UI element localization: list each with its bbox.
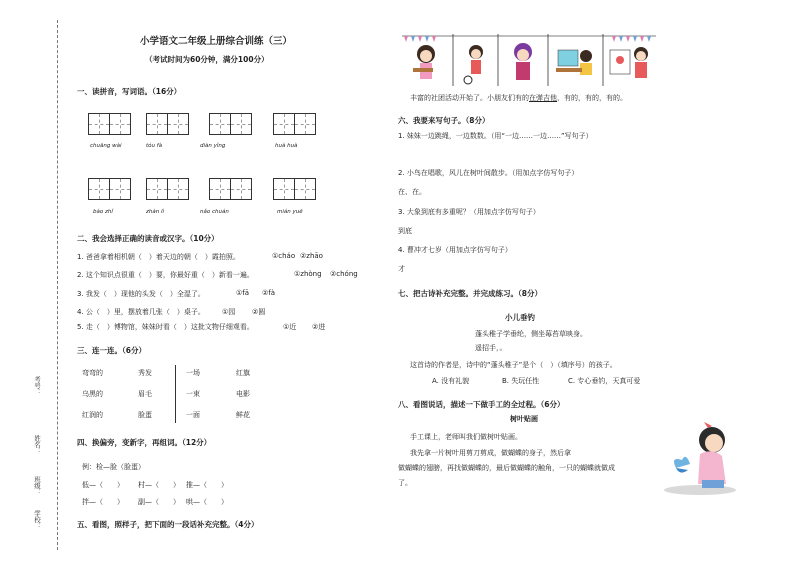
pinyin-8: mián yuē [277, 209, 303, 215]
s6-q4: 4. 曹冲才七岁（用加点字仿写句子） [398, 246, 512, 254]
s6-a3[interactable]: 到底 [398, 227, 412, 235]
s4-example: 例：检—脸（脸蛋） [82, 463, 145, 471]
s4-item-3[interactable]: 推—（ ） [186, 481, 228, 489]
match-col2-1[interactable]: 秀发 [138, 369, 152, 377]
match-col1-1[interactable]: 弯弯的 [82, 369, 103, 377]
s4-item-1[interactable]: 低—（ ） [82, 481, 124, 489]
s2-line-1: 1. 爸爸拿着相机朝（ ）着天边的朝（ ）霞拍照。 [77, 253, 240, 261]
s2-line-5: 5. 走（ ）博物馆，妹妹时看（ ）这批文物仔细观看。 [77, 323, 254, 331]
s6-q3: 3. 大象到底有多重呢？（用加点字仿写句子） [398, 208, 540, 216]
s2-opt-5b[interactable]: ②进 [312, 323, 326, 331]
poem-line-1: 蓬头稚子学垂纶，侧坐莓苔草映身。 [475, 330, 587, 338]
s4-item-4[interactable]: 拌—（ ） [82, 498, 124, 506]
section1-header: 一、读拼音，写词语。（16分） [77, 87, 182, 96]
match-col4-1[interactable]: 红旗 [236, 369, 250, 377]
page-title: 小学语文二年级上册综合训练（三） [140, 36, 293, 47]
pinyin-6: zhàn lì [146, 209, 165, 215]
match-col1-3[interactable]: 红润的 [82, 411, 103, 419]
s7-opt-a[interactable]: A. 没有礼貌 [432, 377, 470, 385]
match-divider [175, 365, 176, 423]
s2-opt-2a[interactable]: ①zhòng [294, 270, 322, 278]
poem-line-2: 遥招手，。 [475, 344, 507, 352]
s8-subtitle: 树叶贴画 [510, 415, 538, 423]
s2-opt-1b[interactable]: ②zhāo [300, 252, 323, 260]
s2-opt-4a[interactable]: ①园 [222, 308, 236, 316]
match-col3-3[interactable]: 一面 [186, 411, 200, 419]
word-grid-3[interactable] [209, 113, 251, 135]
section2-header: 二、我会选择正确的读音或汉字。（10分） [77, 234, 219, 243]
s7-question: 这首诗的作者是，诗中的“蓬头稚子”是个（ ）（填序号）的孩子。 [410, 361, 617, 369]
word-grid-6[interactable] [146, 178, 188, 200]
s7-opt-c[interactable]: C. 专心垂钓，天真可爱 [568, 377, 641, 385]
s6-a2[interactable]: 在、在。 [398, 188, 426, 196]
side-kaohao: 考号： [33, 376, 41, 396]
side-banji: 班级： [33, 476, 41, 496]
match-col4-2[interactable]: 电影 [236, 390, 250, 398]
pinyin-5: bào zhǐ [93, 209, 113, 215]
pinyin-7: nǎo chuán [200, 209, 229, 215]
pinyin-3: diàn yǐng [200, 143, 226, 149]
s8-p1: 手工课上，老师叫我们做树叶贴画。 [410, 433, 522, 441]
section3-header: 三、连一连。（6分） [77, 346, 146, 355]
match-col1-2[interactable]: 乌黑的 [82, 390, 103, 398]
caption-end: ，有的 [599, 94, 620, 102]
s2-opt-3a[interactable]: ①fā [236, 289, 250, 297]
s2-line-3: 3. 我发（ ）现他的头发（ ）全湿了。 [77, 290, 205, 298]
side-xingming: 姓名： [33, 435, 41, 455]
activity-illustration [398, 28, 660, 88]
s2-opt-4b[interactable]: ②圆 [252, 308, 266, 316]
pinyin-1: chuāng wài [90, 143, 122, 149]
s4-item-5[interactable]: 副—（ ） [138, 498, 180, 506]
word-grid-1[interactable] [88, 113, 130, 135]
word-grid-5[interactable] [88, 178, 130, 200]
s4-item-2[interactable]: 村—（ ） [138, 481, 180, 489]
section4-header: 四、换偏旁，变新字，再组词。（12分） [77, 438, 212, 447]
word-grid-4[interactable] [273, 113, 315, 135]
match-col3-1[interactable]: 一场 [186, 369, 200, 377]
s2-opt-5a[interactable]: ①近 [283, 323, 297, 331]
pinyin-2: tóu fà [146, 143, 163, 149]
s2-opt-1a[interactable]: ①cháo [272, 252, 296, 260]
s8-p3: 做蝴蝶的翅膀，再找做蝴蝶的，最后做蝴蝶的触角，一只的蝴蝶就做成 [398, 464, 615, 472]
s7-opt-b[interactable]: B. 失玩任性 [502, 377, 540, 385]
section5-header: 五、看图，照样子，把下面的一段话补充完整。（4分） [77, 520, 259, 529]
girl-crafting-illustration [660, 418, 738, 496]
word-grid-7[interactable] [209, 178, 251, 200]
section7-header: 七、把古诗补充完整。并完成练习。（8分） [398, 289, 542, 298]
section8-header: 八、看图说话，描述一下做手工的全过程。（6分） [398, 400, 565, 409]
match-col2-3[interactable]: 脸蛋 [138, 411, 152, 419]
s2-opt-2b[interactable]: ②chóng [330, 270, 358, 278]
s2-opt-3b[interactable]: ②fà [262, 289, 276, 297]
page-subtitle: （考试时间为60分钟，满分100分） [145, 55, 269, 64]
section6-header: 六、我要来写句子。（8分） [398, 116, 490, 125]
binding-line [57, 20, 58, 550]
illustration-caption [410, 93, 627, 103]
s4-item-6[interactable]: 哄—（ ） [186, 498, 228, 506]
match-col3-2[interactable]: 一束 [186, 390, 200, 398]
s8-p2: 我先拿一片树叶用剪刀剪成，做蝴蝶的身子，然后拿 [410, 449, 571, 457]
s6-q2: 2. 小鸟在唱歌，风儿在树叶间散步。（用加点字仿写句子） [398, 169, 579, 177]
caption-tail: ，有的 [578, 94, 599, 102]
s6-a4[interactable]: 才 [398, 265, 405, 273]
caption-prefix: 丰富的社团活动开始了。小朋友们有的 [410, 94, 529, 102]
s2-line-4: 4. 公（ ）里，摆放着几张（ ）桌子。 [77, 308, 205, 316]
match-col2-2[interactable]: 眉毛 [138, 390, 152, 398]
word-grid-8[interactable] [273, 178, 315, 200]
match-col4-3[interactable]: 鲜花 [236, 411, 250, 419]
word-grid-2[interactable] [146, 113, 188, 135]
s8-p4: 了。 [398, 479, 412, 487]
caption-close: 。 [620, 94, 627, 102]
caption-guitar: 在弹吉他 [529, 94, 557, 102]
poem-title: 小儿垂钓 [505, 313, 535, 322]
caption-mid: ，有的 [557, 94, 578, 102]
side-xuexiao: 学校： [33, 510, 41, 530]
s6-q1: 1. 妹妹一边跳绳，一边数数。（用“一边……一边……”写句子） [398, 132, 593, 140]
pinyin-4: huà huà [275, 143, 298, 149]
s2-line-2: 2. 这个知识点很重（ ）要，你最好重（ ）新看一遍。 [77, 271, 254, 279]
